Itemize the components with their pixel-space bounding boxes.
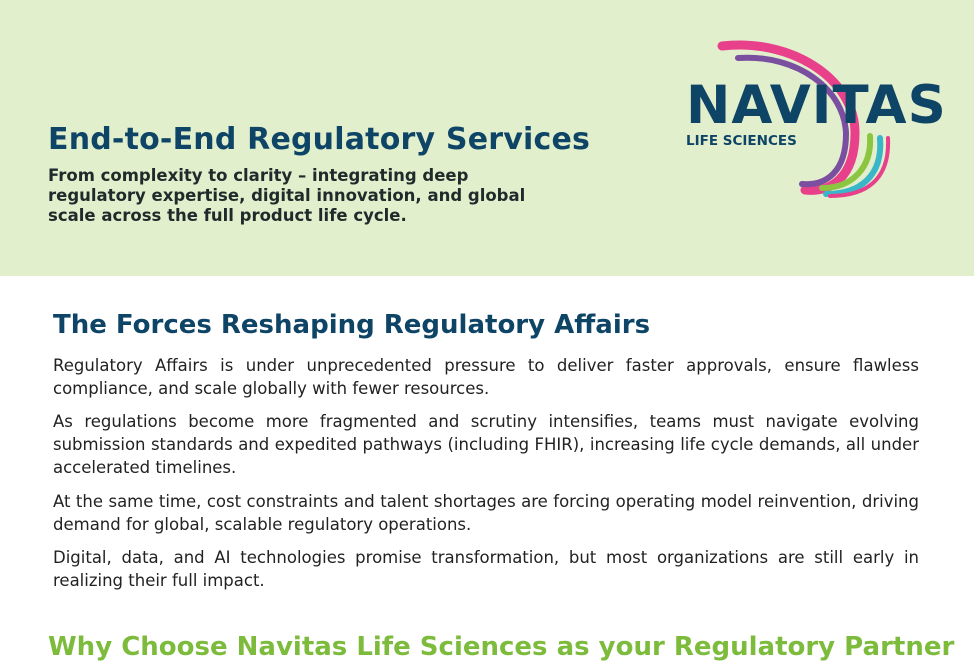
next-section-heading: Why Choose Navitas Life Sciences as your Regulatory Partner — [48, 632, 955, 662]
paragraph: Digital, data, and AI technologies promise transformation, but most organizations are still early in realizing their full impact. — [53, 548, 919, 590]
navitas-logo — [680, 38, 947, 198]
page-title: End-to-End Regulatory Services — [48, 122, 591, 157]
page-subtitle: From complexity to clarity – integrating deep regulatory expertise, digital innovation, and global scale across the full product life cycle. — [48, 166, 526, 225]
section-title: The Forces Reshaping Regulatory Affairs — [53, 310, 651, 340]
logo-tagline: LIFE SCIENCES — [686, 133, 797, 149]
paragraph: At the same time, cost constraints and talent shortages are forcing operating model reinvention, driving demand for global, scalable regulatory operations. — [53, 492, 919, 534]
paragraph: Regulatory Affairs is under unprecedented pressure to deliver faster approvals, ensure flawless compliance, and scale globally with fewer resources. — [53, 356, 919, 398]
hero-banner — [0, 0, 974, 276]
logo-wordmark: NAVITAS — [686, 75, 947, 136]
paragraph: As regulations become more fragmented and scrutiny intensifies, teams must navigate evolving submission standards and expedited pathways (including FHIR), increasing life cycle demands, all under accelerated timelines. — [53, 412, 919, 477]
